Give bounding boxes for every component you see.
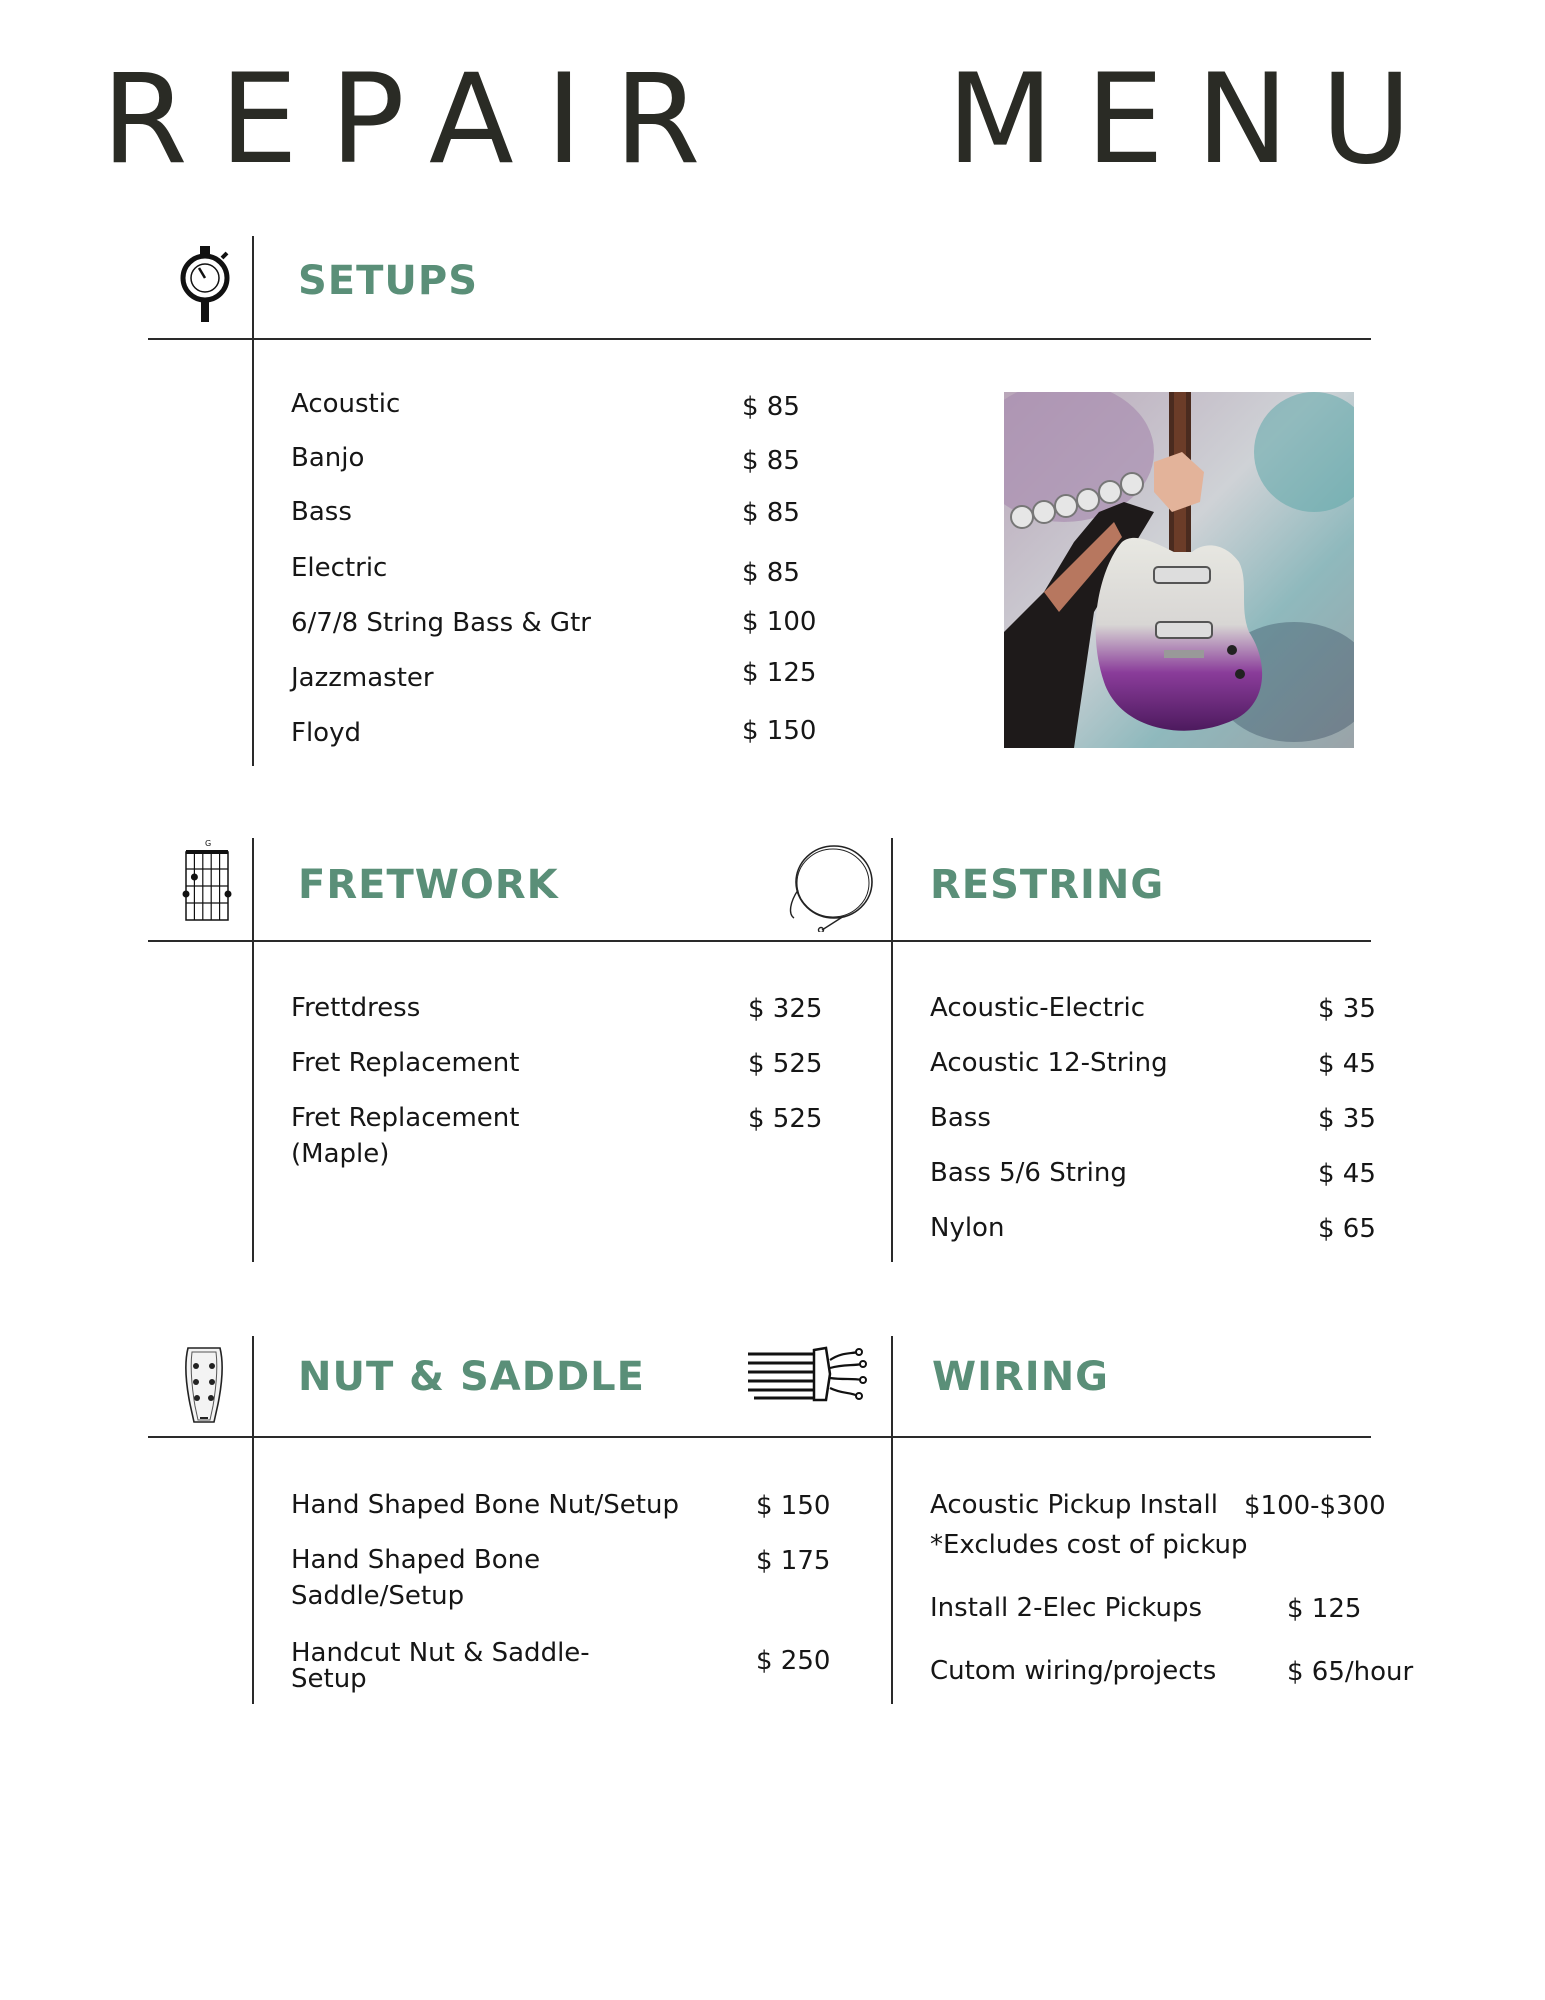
- list-item: Electric: [291, 553, 388, 583]
- price: $ 175: [756, 1546, 831, 1576]
- fretwork-rule: [148, 940, 1371, 942]
- chord-chart-icon: [180, 838, 234, 924]
- price: $ 35: [1318, 1104, 1376, 1134]
- price: $ 35: [1318, 994, 1376, 1024]
- page-title: REPAIR MENU: [101, 48, 1444, 192]
- list-item: Banjo: [291, 443, 365, 473]
- price: $ 85: [742, 392, 800, 422]
- nut-saddle-vertical-divider: [252, 1336, 254, 1704]
- price: $ 125: [1287, 1594, 1362, 1624]
- list-item: Fret Replacement (Maple): [291, 1103, 520, 1169]
- list-item: Floyd: [291, 718, 361, 748]
- fretwork-restring-divider: [891, 838, 893, 1262]
- price: $ 65: [1318, 1214, 1376, 1244]
- list-item: Handcut Nut & Saddle-Setup: [291, 1638, 590, 1694]
- price: $ 525: [748, 1104, 823, 1134]
- nut-saddle-heading: NUT & SADDLE: [298, 1354, 645, 1400]
- price: $ 85: [742, 558, 800, 588]
- list-item: Hand Shaped Bone Saddle/Setup: [291, 1545, 541, 1611]
- price: $ 45: [1318, 1159, 1376, 1189]
- pickup-note: *Excludes cost of pickup: [930, 1530, 1248, 1560]
- guitar-photo: [1004, 392, 1354, 748]
- list-item: Bass: [930, 1103, 991, 1133]
- price: $ 45: [1318, 1049, 1376, 1079]
- headstock-icon: [180, 1344, 228, 1426]
- price: $ 525: [748, 1049, 823, 1079]
- price: $ 250: [756, 1646, 831, 1676]
- list-item: Hand Shaped Bone Nut/Setup: [291, 1490, 679, 1520]
- list-item: Acoustic Pickup Install: [930, 1490, 1218, 1520]
- setups-rule: [148, 338, 1371, 340]
- list-item: Bass 5/6 String: [930, 1158, 1127, 1188]
- svg-text:G: G: [205, 839, 212, 848]
- price: $ 125: [742, 658, 817, 688]
- price: $ 85: [742, 446, 800, 476]
- nut-wiring-divider: [891, 1336, 893, 1704]
- price: $ 325: [748, 994, 823, 1024]
- restring-heading: RESTRING: [930, 862, 1165, 908]
- price: $ 150: [742, 716, 817, 746]
- string-coil-icon: [784, 842, 876, 932]
- list-item: Acoustic: [291, 389, 401, 419]
- price: $ 150: [756, 1491, 831, 1521]
- list-item: Nylon: [930, 1213, 1005, 1243]
- price: $100-$300: [1244, 1491, 1386, 1521]
- list-item: Install 2-Elec Pickups: [930, 1593, 1203, 1623]
- list-item: Acoustic 12-String: [930, 1048, 1168, 1078]
- list-item: Jazzmaster: [291, 663, 434, 693]
- list-item: Frettdress: [291, 993, 421, 1023]
- cable-bundle-icon: [746, 1346, 868, 1402]
- list-item: Bass: [291, 497, 352, 527]
- nut-saddle-rule: [148, 1436, 1371, 1438]
- fretwork-heading: FRETWORK: [298, 862, 559, 908]
- setups-vertical-divider: [252, 236, 254, 766]
- setups-heading: SETUPS: [298, 258, 479, 304]
- wiring-heading: WIRING: [932, 1354, 1109, 1400]
- fretwork-vertical-divider: [252, 838, 254, 1262]
- price: $ 85: [742, 498, 800, 528]
- stopwatch-icon: [178, 244, 234, 324]
- list-item: Cutom wiring/projects: [930, 1656, 1217, 1686]
- list-item: Acoustic-Electric: [930, 993, 1145, 1023]
- price: $ 65/hour: [1287, 1657, 1414, 1687]
- list-item: 6/7/8 String Bass & Gtr: [291, 608, 591, 638]
- price: $ 100: [742, 607, 817, 637]
- list-item: Fret Replacement: [291, 1048, 520, 1078]
